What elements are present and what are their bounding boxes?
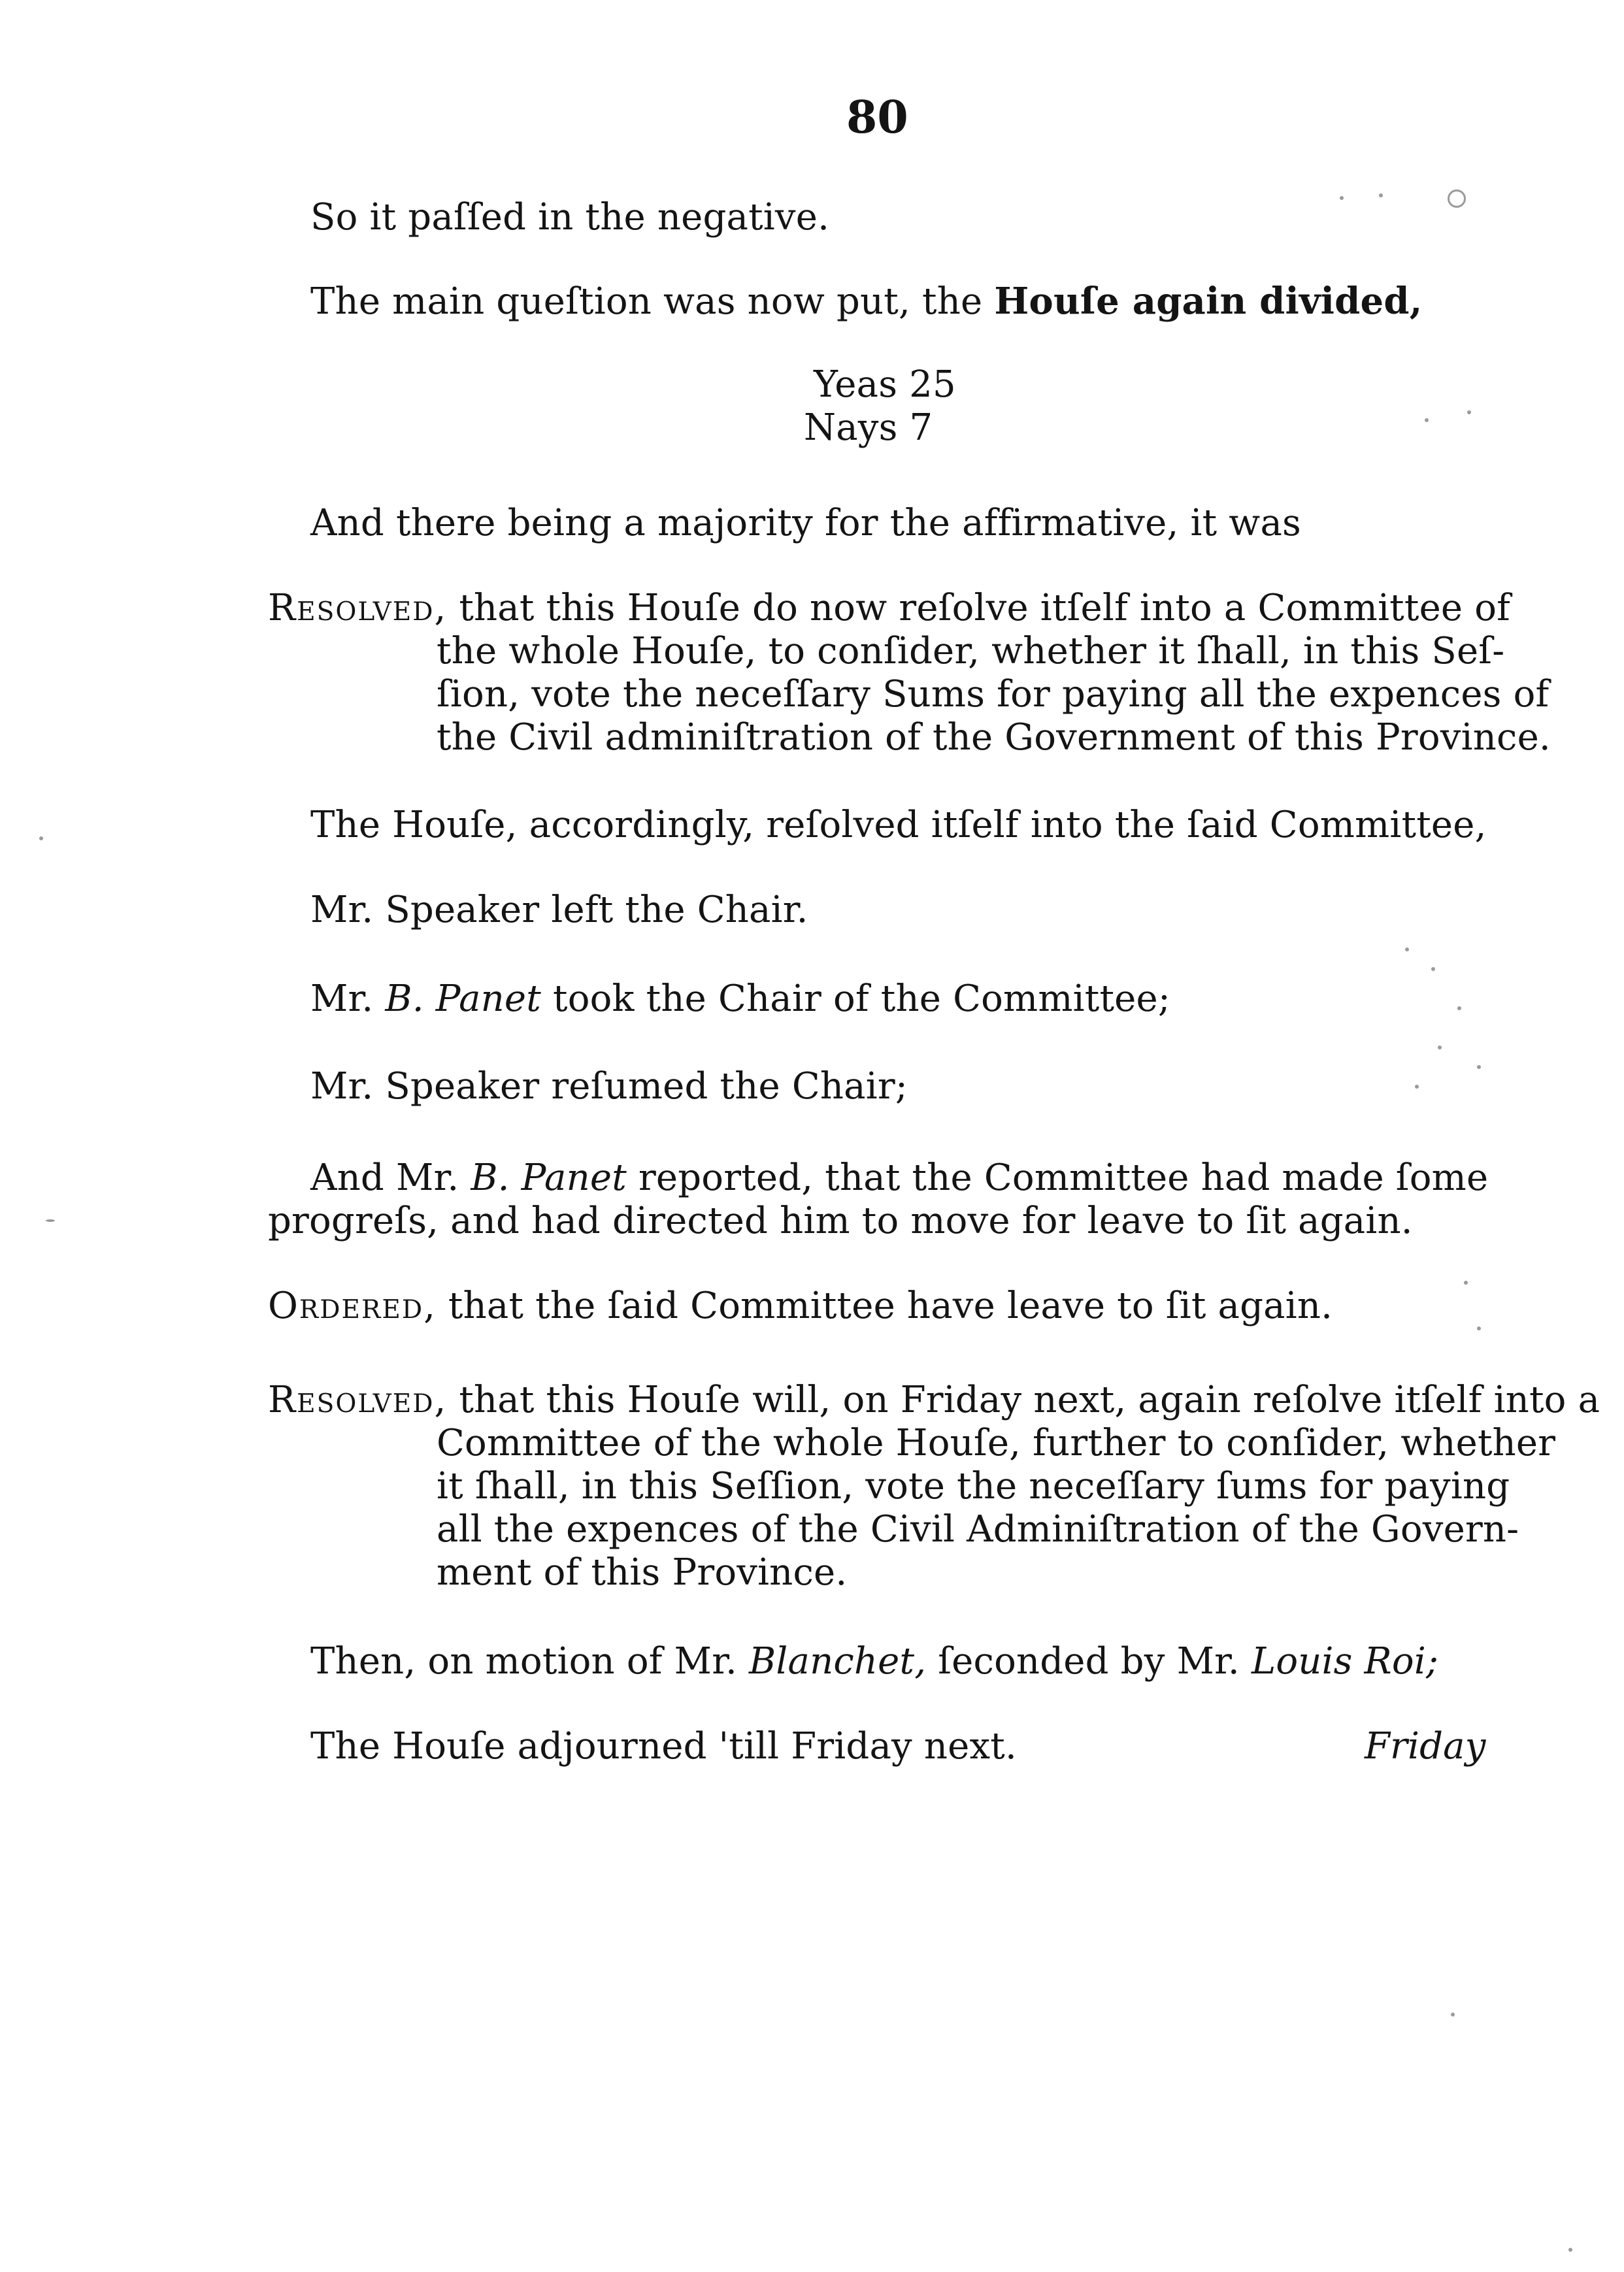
paragraph-negative: So it paſſed in the negative. [310, 196, 830, 239]
print-speck [1425, 418, 1429, 422]
print-speck [1448, 189, 1466, 208]
paragraph-adjourned: The Houſe adjourned 'till Friday next. [310, 1725, 1017, 1768]
house-divided-text: Houſe again divided, [994, 280, 1423, 323]
print-speck [1568, 2248, 1572, 2252]
resolution-1-line-1 [268, 587, 1510, 630]
paragraph-main-question [310, 280, 1422, 323]
resolution-2-line-2: Committee of the whole Houſe, further to conſider, whether [437, 1422, 1556, 1464]
paragraph-report-line-1 [310, 1157, 1488, 1200]
resolution-2-line-1 [268, 1379, 1600, 1422]
member-name: Louis Roi; [1251, 1640, 1439, 1683]
resolution-2-text: that this Houſe will, on Friday next, again reſolve itſelf into a [447, 1379, 1600, 1421]
print-speck [1379, 193, 1383, 197]
ordered-paragraph [268, 1285, 1333, 1328]
resolution-1-text: that this Houſe do now reſolve itſelf into a Committee of [447, 587, 1511, 629]
resolution-1-line-4: the Civil adminiſtration of the Government of this Province. [437, 716, 1551, 759]
print-speck [1438, 1045, 1442, 1049]
print-speck [1340, 196, 1344, 200]
member-name: B. Panet [385, 978, 541, 1020]
resolution-1-line-3: ſion, vote the neceſſary Sums for paying all the expences of [437, 673, 1549, 716]
print-speck [1477, 1065, 1481, 1069]
print-speck [1464, 1281, 1468, 1285]
print-speck [1467, 410, 1471, 414]
page-number: 80 [846, 91, 908, 144]
ordered-text: that the ſaid Committee have leave to ſit again. [436, 1285, 1333, 1327]
paragraph-majority: And there being a majority for the affirmative, it was [310, 502, 1301, 544]
print-speck [1477, 1326, 1481, 1330]
print-speck [39, 836, 43, 840]
print-speck [1451, 2013, 1455, 2017]
panet-chair-suffix: took the Chair of the Committee; [540, 978, 1170, 1020]
report-prefix: And Mr. [310, 1157, 471, 1199]
nays-count: Nays 7 [804, 406, 933, 449]
print-speck [1431, 967, 1435, 971]
member-name: B. Panet [471, 1157, 627, 1199]
resolved-heading: Resolved, [268, 1379, 448, 1421]
resolution-1-line-2: the whole Houſe, to conſider, whether it ſhall, in this Seſ- [437, 630, 1505, 672]
print-speck [1405, 947, 1409, 951]
ordered-heading: Ordered, [268, 1285, 437, 1327]
motion-prefix: Then, on motion of Mr. [310, 1640, 750, 1683]
print-speck [1457, 1006, 1461, 1010]
print-speck [46, 1219, 55, 1222]
panet-chair-prefix: Mr. [310, 978, 386, 1020]
report-suffix: reported, that the Committee had made ſome [626, 1157, 1489, 1199]
resolution-2-line-3: it ſhall, in this Seſſion, vote the neceſſary ſums for paying [437, 1465, 1510, 1507]
paragraph-committee: The Houſe, accordingly, reſolved itſelf into the ſaid Committee, [310, 804, 1487, 846]
resolved-heading: Resolved, [268, 587, 448, 629]
resolution-2-line-5: ment of this Province. [437, 1551, 848, 1594]
paragraph-motion [310, 1640, 1438, 1683]
yeas-count: Yeas 25 [814, 363, 956, 406]
paragraph-panet-chair [310, 978, 1170, 1021]
resolution-2-line-4: all the expences of the Civil Adminiſtration of the Govern- [437, 1508, 1519, 1551]
paragraph-speaker-resumed: Mr. Speaker reſumed the Chair; [310, 1065, 908, 1108]
print-speck [1415, 1085, 1419, 1089]
main-question-text: The main queſtion was now put, the [310, 280, 995, 323]
motion-middle: ſeconded by Mr. [926, 1640, 1251, 1683]
catchword: Friday [1365, 1725, 1486, 1768]
paragraph-report-line-2: progreſs, and had directed him to move for leave to ſit again. [268, 1200, 1413, 1242]
paragraph-speaker-left: Mr. Speaker left the Chair. [310, 889, 808, 931]
member-name: Blanchet, [749, 1640, 927, 1683]
